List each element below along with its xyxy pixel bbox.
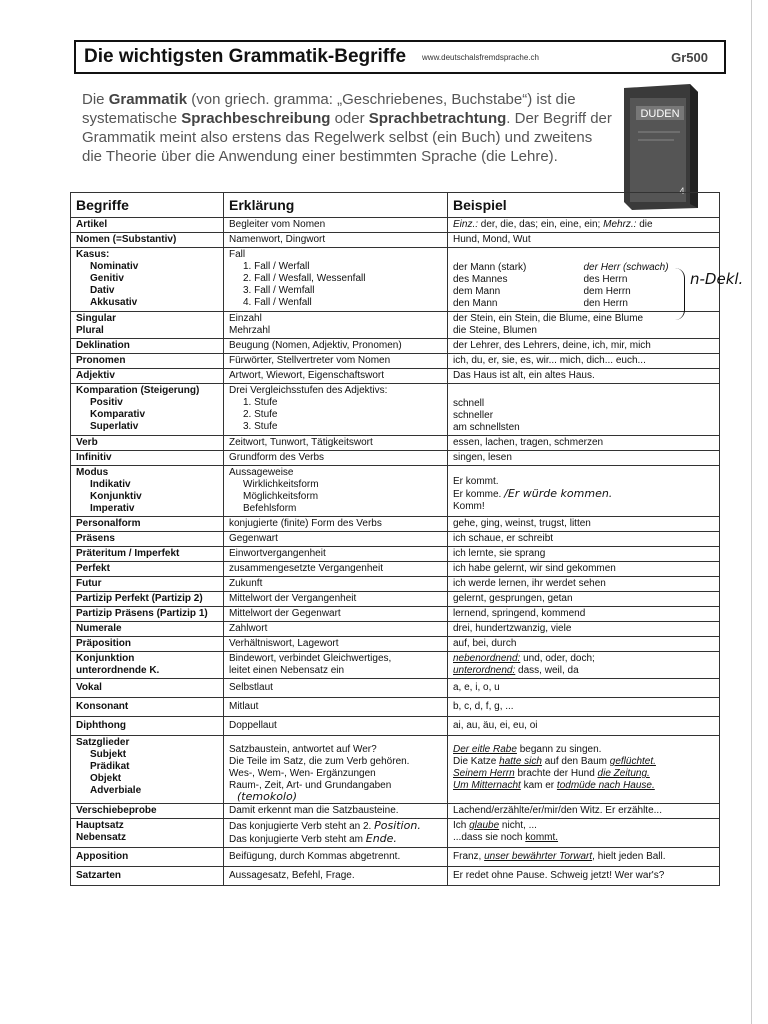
handwritten-note: Ende. [365,832,397,845]
table-row: Vokal Selbstlaut a, e, i, o, u [71,679,720,698]
table-row: Komparation (Steigerung) Positiv Komparativ Superlativ Drei Vergleichsstufen des Adjektivs: 1. Stufe 2. Stufe 3. Stufe schnell schneller am schnellsten [71,384,720,436]
svg-text:DUDEN: DUDEN [640,108,680,120]
table-row: Pronomen Fürwörter, Stellvertreter vom Nomen ich, du, er, sie, es, wir... mich, dich... euch... [71,354,720,369]
table-row: Satzglieder Subjekt Prädikat Objekt Adverbiale Satzbaustein, antwortet auf Wer? Die Teile im Satz, die zum Verb gehören. Wes-, Wem-, Wen- Ergänzungen Raum-, Zeit, Art- und Grundangaben (temokolo) Der eitle Rabe begann zu singen. Die Katze hatte sich auf den Baum geflüchtet. Seinem Herrn brachte der Hund die Zeitung. Um Mitternacht kam er todmüde nach Hause. [71,736,720,804]
table-row: Apposition Beifügung, durch Kommas abgetrennt. Franz, unser bewährter Torwart, hielt jeden Ball. [71,848,720,867]
table-row: Präteritum / Imperfekt Einwortvergangenheit ich lernte, sie sprang [71,547,720,562]
table-row: Personalform konjugierte (finite) Form des Verbs gehe, ging, weinst, trugst, litten [71,517,720,532]
table-row: Kasus: Nominativ Genitiv Dativ Akkusativ Fall 1. Fall / Werfall 2. Fall / Wesfall, Wessenfall 3. Fall / Wemfall 4. Fall / Wenfall der Mann (stark) des Mannes dem Mann den Mann der Herr (schwach) des Herrn dem Herrn den Herrn [71,248,720,312]
document-code: Gr500 [671,49,708,65]
handwritten-brace [674,268,685,320]
table-row: Konjunktion unterordnende K. Bindewort, verbindet Gleichwertiges, leitet einen Nebensatz ein nebenordnend: und, oder, doch; unterordnend: dass, weil, da [71,652,720,679]
table-header: Begriffe Erklärung Beispiel [71,193,720,218]
table-row: Adjektiv Artwort, Wiewort, Eigenschaftswort Das Haus ist alt, ein altes Haus. [71,369,720,384]
page-title: Die wichtigsten Grammatik-Begriffe [84,46,407,67]
handwritten-note: /Er würde kommen. [504,487,613,500]
table-row: Modus Indikativ Konjunktiv Imperativ Aussageweise Wirklichkeitsform Möglichkeitsform Befehlsform Er kommt. Er komme. /Er würde kommen. Komm! [71,466,720,517]
table-row: Partizip Präsens (Partizip 1) Mittelwort der Gegenwart lernend, springend, kommend [71,607,720,622]
table-row: Satzarten Aussagesatz, Befehl, Frage. Er redet ohne Pause. Schweig jetzt! Wer war's? [71,867,720,886]
table-row: Singular Plural Einzahl Mehrzahl der Stein, ein Stein, die Blume, eine Blume die Steine, Blumen [71,312,720,339]
table-row: Hauptsatz Nebensatz Das konjugierte Verb steht an 2. Position. Das konjugierte Verb steht am Ende. Ich glaube nicht, ... ...dass sie noch kommt. [71,819,720,848]
intro-paragraph: Die Grammatik (von griech. gramma: „Geschriebenes, Buchstabe“) ist die systematische Sprachbeschreibung oder Sprachbetrachtung. Der Begriff der Grammatik meint also erstens das Regelwerk selbst (ein Buch) und zweitens die Theorie über die Anwendung einer bestimmten Sprache (die Lehre). [82,91,612,165]
handwritten-note: n-Dekl. [690,270,744,288]
table-row: Präsens Gegenwart ich schaue, er schreibt [71,532,720,547]
table-row: Artikel Begleiter vom Nomen Einz.: der, die, das; ein, eine, ein; Mehrz.: die [71,218,720,233]
source-url: www.deutschalsfremdsprache.ch [422,52,539,62]
handwritten-note: (temokolo) [237,790,297,803]
table-row: Infinitiv Grundform des Verbs singen, lesen [71,451,720,466]
table-row: Diphthong Doppellaut ai, au, äu, ei, eu, oi [71,717,720,736]
page-edge-line [751,0,752,1024]
table-row: Partizip Perfekt (Partizip 2) Mittelwort der Vergangenheit gelernt, gesprungen, getan [71,592,720,607]
table-row: Nomen (=Substantiv) Namenwort, Dingwort Hund, Mond, Wut [71,233,720,248]
table-row: Deklination Beugung (Nomen, Adjektiv, Pronomen) der Lehrer, des Lehrers, deine, ich, mir, mich [71,339,720,354]
table-row: Numerale Zahlwort drei, hundertzwanzig, viele [71,622,720,637]
handwritten-note: Position. [374,819,421,832]
table-row: Verb Zeitwort, Tunwort, Tätigkeitswort essen, lachen, tragen, schmerzen [71,436,720,451]
table-row: Futur Zukunft ich werde lernen, ihr werdet sehen [71,577,720,592]
grammar-table [70,192,720,886]
title-bar [74,40,726,74]
table-row: Verschiebeprobe Damit erkennt man die Satzbausteine. Lachend/erzählte/er/mir/den Witz. Er erzählte... [71,804,720,819]
svg-text:4: 4 [679,186,685,196]
table-row: Konsonant Mitlaut b, c, d, f, g, ... [71,698,720,717]
table-row: Präposition Verhältniswort, Lagewort auf, bei, durch [71,637,720,652]
table-row: Perfekt zusammengesetzte Vergangenheit ich habe gelernt, wir sind gekommen [71,562,720,577]
